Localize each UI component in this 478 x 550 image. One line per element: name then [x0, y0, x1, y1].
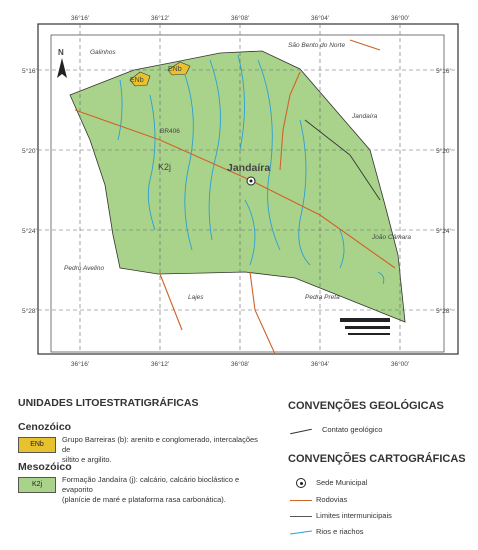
- cenozoico-label: Cenozóico: [18, 421, 72, 433]
- contact-label: Contato geológico: [322, 425, 383, 434]
- right-tick-2: 5°20': [436, 148, 451, 155]
- label-pedro-avelino: Pedro Avelino: [64, 265, 105, 272]
- enb-desc-line-1: Grupo Barreiras (b): arenito e conglomerado, intercalações de: [62, 435, 258, 454]
- right-tick-1: 5°16': [436, 68, 451, 75]
- bottom-tick-4: 36°04': [310, 361, 330, 368]
- left-tick-2: 5°20': [22, 148, 37, 155]
- k2j-swatch: K2j: [18, 477, 56, 493]
- north-arrow-icon: [57, 48, 67, 78]
- bottom-tick-2: 36°12': [150, 361, 170, 368]
- rodovias-label: Rodovias: [316, 495, 348, 504]
- label-joao-camara: João Câmara: [372, 234, 412, 241]
- bottom-tick-1: 36°16': [70, 361, 90, 368]
- sede-label: Sede Municipal: [316, 478, 368, 487]
- label-galinhos: Galinhos: [90, 49, 116, 56]
- limites-label: Limites intermunicipais: [316, 511, 392, 520]
- mesozoico-label: Mesozóico: [18, 461, 72, 473]
- label-k2j: K2j: [158, 162, 172, 172]
- rios-label: Rios e riachos: [316, 527, 364, 536]
- left-tick-3: 5°24': [22, 228, 37, 235]
- right-tick-3: 5°24': [436, 228, 451, 235]
- scale-bar: [340, 318, 390, 335]
- label-enb-2: ENb: [168, 66, 182, 73]
- contact-swatch: [290, 429, 312, 435]
- bottom-tick-3: 36°08': [230, 361, 250, 368]
- enb-swatch: ENb: [18, 437, 56, 453]
- top-tick-4: 36°04': [310, 15, 330, 22]
- top-tick-3: 36°08': [230, 15, 250, 22]
- geo-conventions-title: CONVENÇÕES GEOLÓGICAS: [288, 400, 444, 412]
- top-tick-1: 36°16': [70, 15, 90, 22]
- label-pedra-preta: Pedra Preta: [305, 294, 340, 301]
- limites-swatch: [290, 516, 312, 517]
- sede-icon: [296, 478, 306, 488]
- left-tick-1: 5°16': [22, 68, 37, 75]
- label-sao-bento: São Bento do Norte: [288, 42, 346, 49]
- label-town: Jandaíra: [227, 162, 271, 174]
- municipality-area: [70, 51, 405, 322]
- svg-text:N: N: [58, 48, 64, 57]
- top-tick-2: 36°12': [150, 15, 170, 22]
- label-jandaira-east: Jandaíra: [352, 113, 378, 120]
- top-tick-5: 36°00': [390, 15, 410, 22]
- right-tick-4: 5°28': [436, 308, 451, 315]
- label-enb-1: ENb: [130, 77, 144, 84]
- enb-desc-line-2: siltito e argilito.: [62, 455, 112, 464]
- carto-conventions-title: CONVENÇÕES CARTOGRÁFICAS: [288, 453, 466, 465]
- k2j-desc-line-2: (planície de maré e plataforma rasa carbonática).: [62, 495, 226, 504]
- sede-municipal-marker: [247, 177, 255, 185]
- enb-description: [62, 435, 262, 465]
- bottom-tick-5: 36°00': [390, 361, 410, 368]
- label-lajes: Lajes: [188, 294, 204, 301]
- units-title: UNIDADES LITOESTRATIGRÁFICAS: [18, 397, 199, 409]
- left-tick-4: 5°28': [22, 308, 37, 315]
- rodovias-swatch: [290, 500, 312, 501]
- label-road: BR406: [160, 128, 180, 135]
- k2j-desc-line-1: Formação Jandaíra (j): calcário, calcário bioclástico e evaporito: [62, 475, 240, 494]
- k2j-description: [62, 475, 267, 505]
- rios-swatch: [290, 530, 312, 534]
